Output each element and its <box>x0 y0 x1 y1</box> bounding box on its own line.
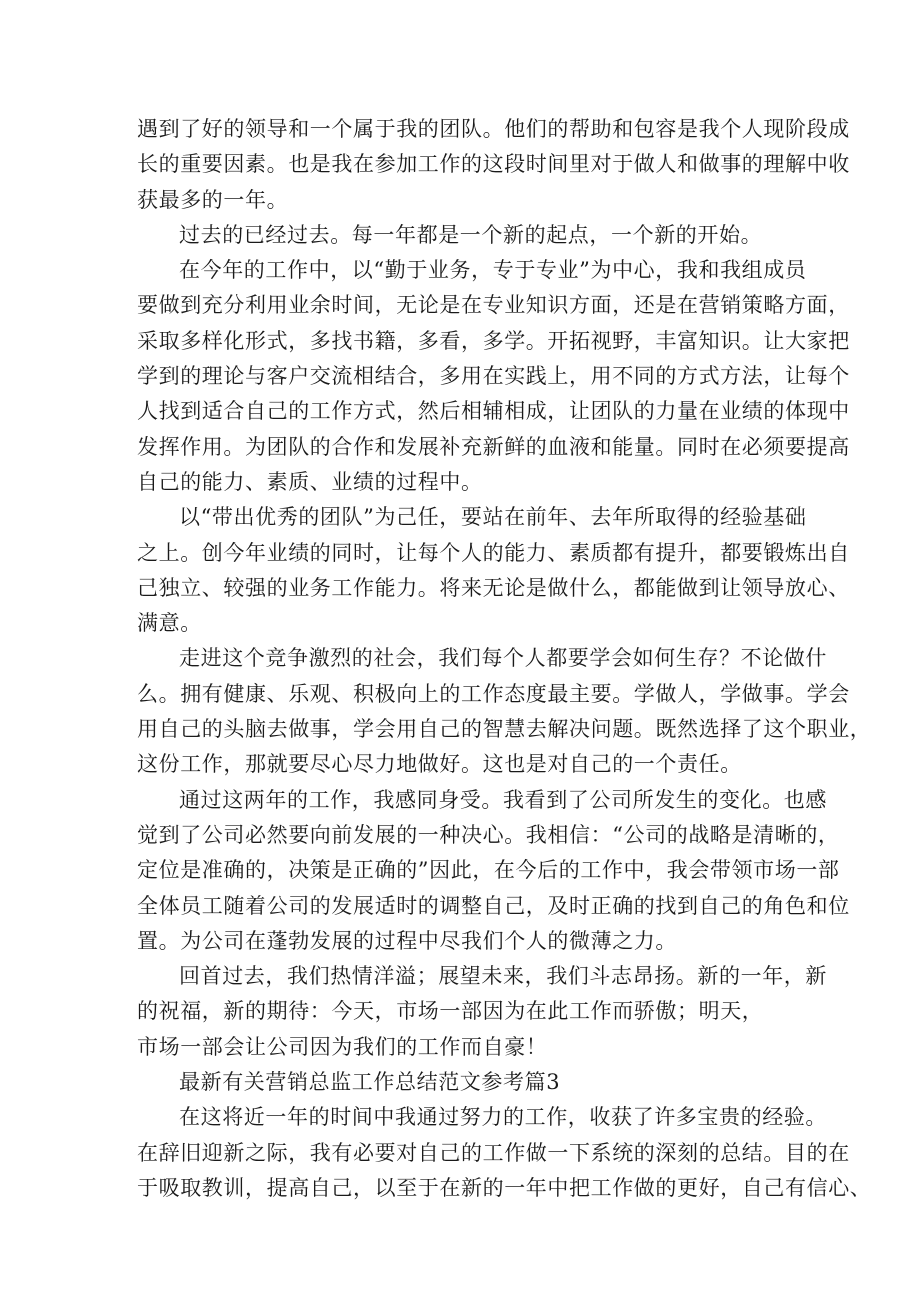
text-line: 在辞旧迎新之际，我有必要对自己的工作做一下系统的深刻的总结。目的在 <box>137 1140 850 1165</box>
text-line: 么。拥有健康、乐观、积极向上的工作态度最主要。学做人，学做事。学会 <box>137 681 850 706</box>
text-line: 长的重要因素。也是我在参加工作的这段时间里对于做人和做事的理解中收 <box>137 152 850 177</box>
text-line: 全体员工随着公司的发展适时的调整自己，及时正确的找到自己的角色和位 <box>137 893 850 918</box>
text-line: 学到的理论与客户交流相结合，多用在实践上，用不同的方式方法，让每个 <box>137 364 850 389</box>
text-line: 在今年的工作中，以“勤于业务，专于专业”为中心，我和我组成员 <box>179 258 807 283</box>
text-line: 置。为公司在蓬勃发展的过程中尽我们个人的微薄之力。 <box>137 928 677 953</box>
text-line: 遇到了好的领导和一个属于我的团队。他们的帮助和包容是我个人现阶段成 <box>137 117 850 141</box>
text-line: 人找到适合自己的工作方式，然后相辅相成，让团队的力量在业绩的体现中 <box>137 399 850 424</box>
text-line: 自己的能力、素质、业绩的过程中。 <box>137 469 483 494</box>
text-line: 之上。创今年业绩的同时，让每个人的能力、素质都有提升，都要锻炼出自 <box>137 540 850 565</box>
text-line: 回首过去，我们热情洋溢；展望未来，我们斗志昂扬。新的一年，新 <box>179 964 827 989</box>
text-line: 过去的已经过去。每一年都是一个新的起点，一个新的开始。 <box>179 222 763 247</box>
text-line: 获最多的一年。 <box>137 187 289 212</box>
text-line: 以“带出优秀的团队”为己任，要站在前年、去年所取得的经验基础 <box>179 505 807 530</box>
text-line: 通过这两年的工作，我感同身受。我看到了公司所发生的变化。也感 <box>179 787 827 812</box>
text-line: 在这将近一年的时间中我通过努力的工作，收获了许多宝贵的经验。 <box>179 1105 827 1130</box>
text-line: 己独立、较强的业务工作能力。将来无论是做什么，都能做到让领导放心、 <box>137 575 850 600</box>
text-line: 发挥作用。为团队的合作和发展补充新鲜的血液和能量。同时在必须要提高 <box>137 434 850 459</box>
text-line: 觉到了公司必然要向前发展的一种决心。我相信：“公司的战略是清晰的， <box>137 822 840 847</box>
text-line: 的祝福，新的期待：今天，市场一部因为在此工作而骄傲；明天， <box>137 999 764 1024</box>
text-line: 满意。 <box>137 611 202 636</box>
text-line: 采取多样化形式，多找书籍，多看，多学。开拓视野，丰富知识。让大家把 <box>137 328 850 353</box>
text-line: 用自己的头脑去做事，学会用自己的智慧去解决问题。既然选择了这个职业， <box>137 717 872 742</box>
text-line: 这份工作，那就要尽心尽力地做好。这也是对自己的一个责任。 <box>137 752 742 777</box>
text-line: 市场一部会让公司因为我们的工作而自豪！ <box>137 1034 548 1059</box>
text-line: 定位是准确的，决策是正确的”因此，在今后的工作中，我会带领市场一部 <box>137 858 840 883</box>
text-line: 走进这个竞争激烈的社会，我们每个人都要学会如何生存？不论做什 <box>179 646 827 671</box>
document-body <box>137 112 872 1206</box>
text-line: 要做到充分利用业余时间，无论是在专业知识方面，还是在营销策略方面， <box>137 293 850 318</box>
text-line: 最新有关营销总监工作总结范文参考篇3 <box>179 1070 561 1095</box>
text-line: 于吸取教训，提高自己，以至于在新的一年中把工作做的更好，自己有信心、 <box>137 1175 872 1200</box>
